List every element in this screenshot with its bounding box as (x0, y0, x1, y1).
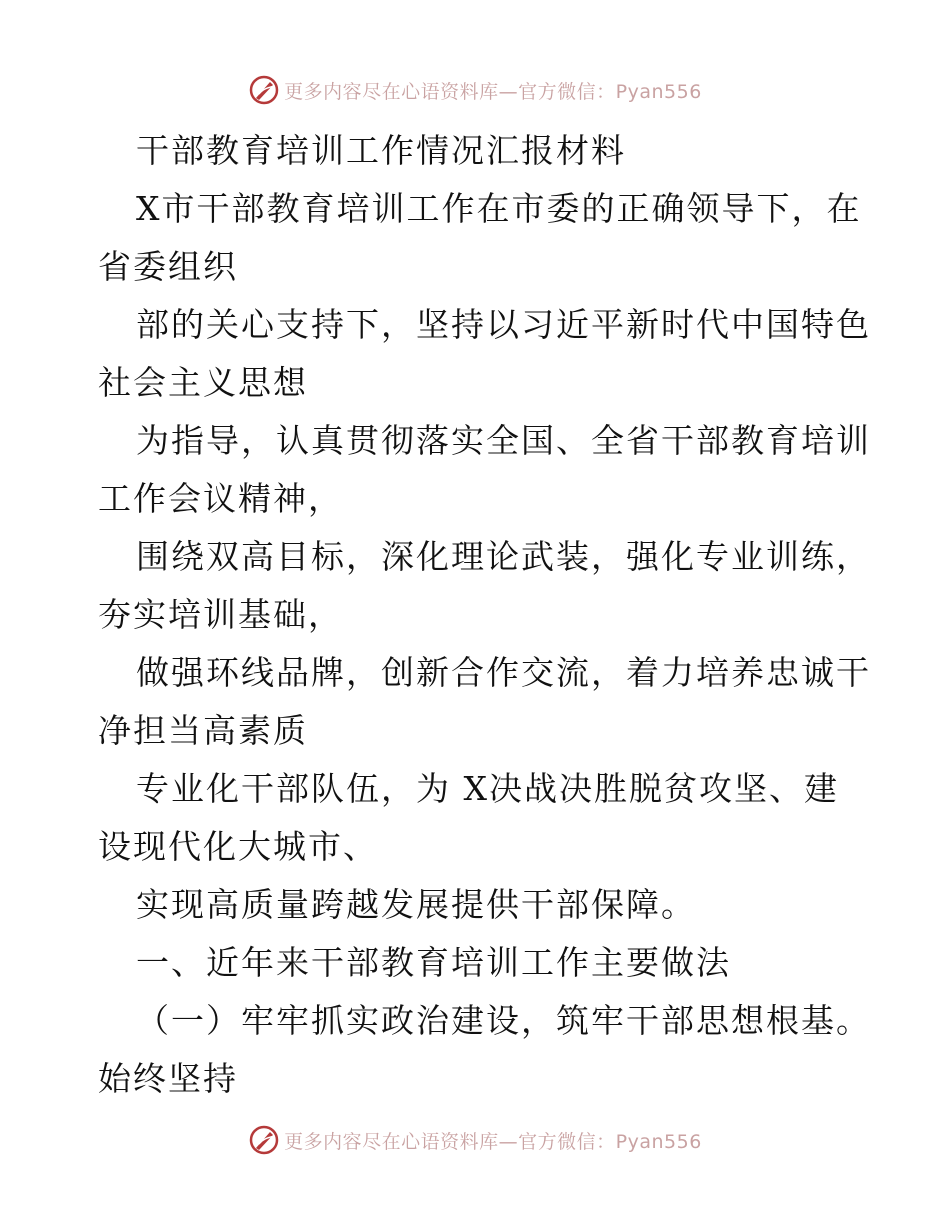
paragraph-line: 为指导，认真贯彻落实全国、全省干部教育培训 (136, 421, 871, 460)
paragraph-line: 实现高质量跨越发展提供干部保障。 (136, 885, 696, 924)
section-heading: 一、近年来干部教育培训工作主要做法 (136, 943, 731, 982)
paragraph-line: 社会主义思想 (98, 363, 308, 402)
watermark-text: 更多内容尽在心语资料库—官方微信：Pyan556 (284, 1130, 702, 1153)
paragraph-line: 部的关心支持下，坚持以习近平新时代中国特色 (136, 305, 871, 344)
watermark-text: 更多内容尽在心语资料库—官方微信：Pyan556 (284, 80, 702, 103)
paragraph-line: 设现代化大城市、 (98, 827, 378, 866)
paragraph-line: X市干部教育培训工作在市委的正确领导下，在 (136, 189, 862, 228)
paragraph-line: 省委组织 (98, 247, 238, 286)
subsection-heading: （一）牢牢抓实政治建设，筑牢干部思想根基。 (136, 1001, 871, 1040)
document-title: 干部教育培训工作情况汇报材料 (136, 131, 626, 170)
paragraph-line: 围绕双高目标，深化理论武装，强化专业训练， (136, 537, 871, 576)
footer-watermark-banner (0, 1122, 950, 1158)
feather-pen-logo-icon (248, 1124, 280, 1156)
paragraph-line: 始终坚持 (98, 1059, 238, 1098)
header-watermark-banner (0, 72, 950, 108)
paragraph-line: 净担当高素质 (98, 711, 308, 750)
paragraph-line: 做强环线品牌，创新合作交流，着力培养忠诚干 (136, 653, 871, 692)
feather-pen-logo-icon (248, 74, 280, 106)
paragraph-line: 工作会议精神， (98, 479, 343, 518)
document-body (98, 122, 871, 1108)
paragraph-line: 夯实培训基础， (98, 595, 343, 634)
paragraph-line: 专业化干部队伍，为 X决战决胜脱贫攻坚、建 (136, 769, 839, 808)
